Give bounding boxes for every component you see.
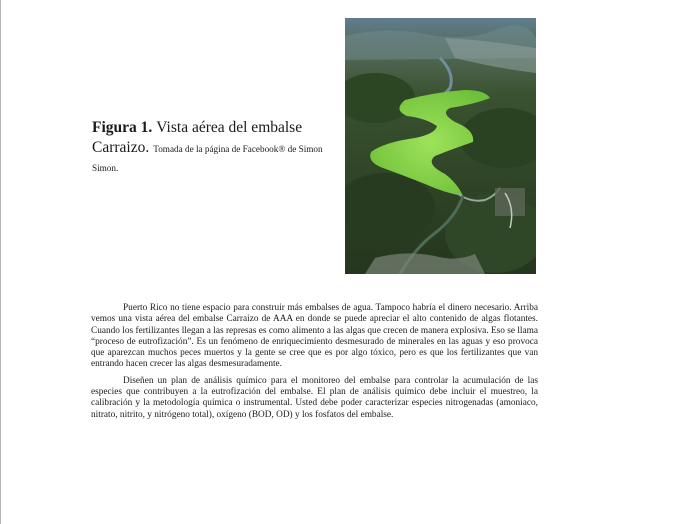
body-text <box>91 303 538 426</box>
figure-credit: Tomada de la página de Facebook® de Simon Simon. <box>92 143 323 174</box>
paragraph-context: Puerto Rico no tiene espacio para construir más embalses de agua. Tampoco habría el dinero necesario. Arriba vemos una vista aérea del embalse Carraizo de AAA en donde se puede apreciar el alto contenido de algas flotantes. Cuando los fertilizantes llegan a las represas es como alimento a las algas que crecen de manera explosiva. Eso se llama “proceso de eutrofización”. Es un fenómeno de enriquecimiento desmesurado de minerales en las aguas y eso provoca que aparezcan muchos peces muertos y la gente se cree que es por algo tóxico, pero es que los fertilizantes que van entrando hacen crecer las algas desmesuradamente. <box>91 303 538 370</box>
figure-caption <box>92 118 342 176</box>
aerial-photo-drawing <box>345 18 536 274</box>
figure-label: Figura 1. <box>92 119 153 136</box>
paragraph-assignment: Diseñen un plan de análisis químico para el monitoreo del embalse para controlar la acumulación de las especies que contribuyen a la eutrofización del embalse. El plan de análisis químico debe incluir el muestreo, la calibración y la metodología química o instrumental. Usted debe poder caracterizar especies nitrogenadas (amoniaco, nitrato, nitrito, y nitrógeno total), oxígeno (BOD, OD) y los fosfatos del embalse. <box>91 375 538 420</box>
page-left-edge <box>0 0 1 524</box>
figure-title: Vista aérea del embalse Carraizo. <box>92 119 303 156</box>
aerial-reservoir-photo <box>345 18 536 274</box>
